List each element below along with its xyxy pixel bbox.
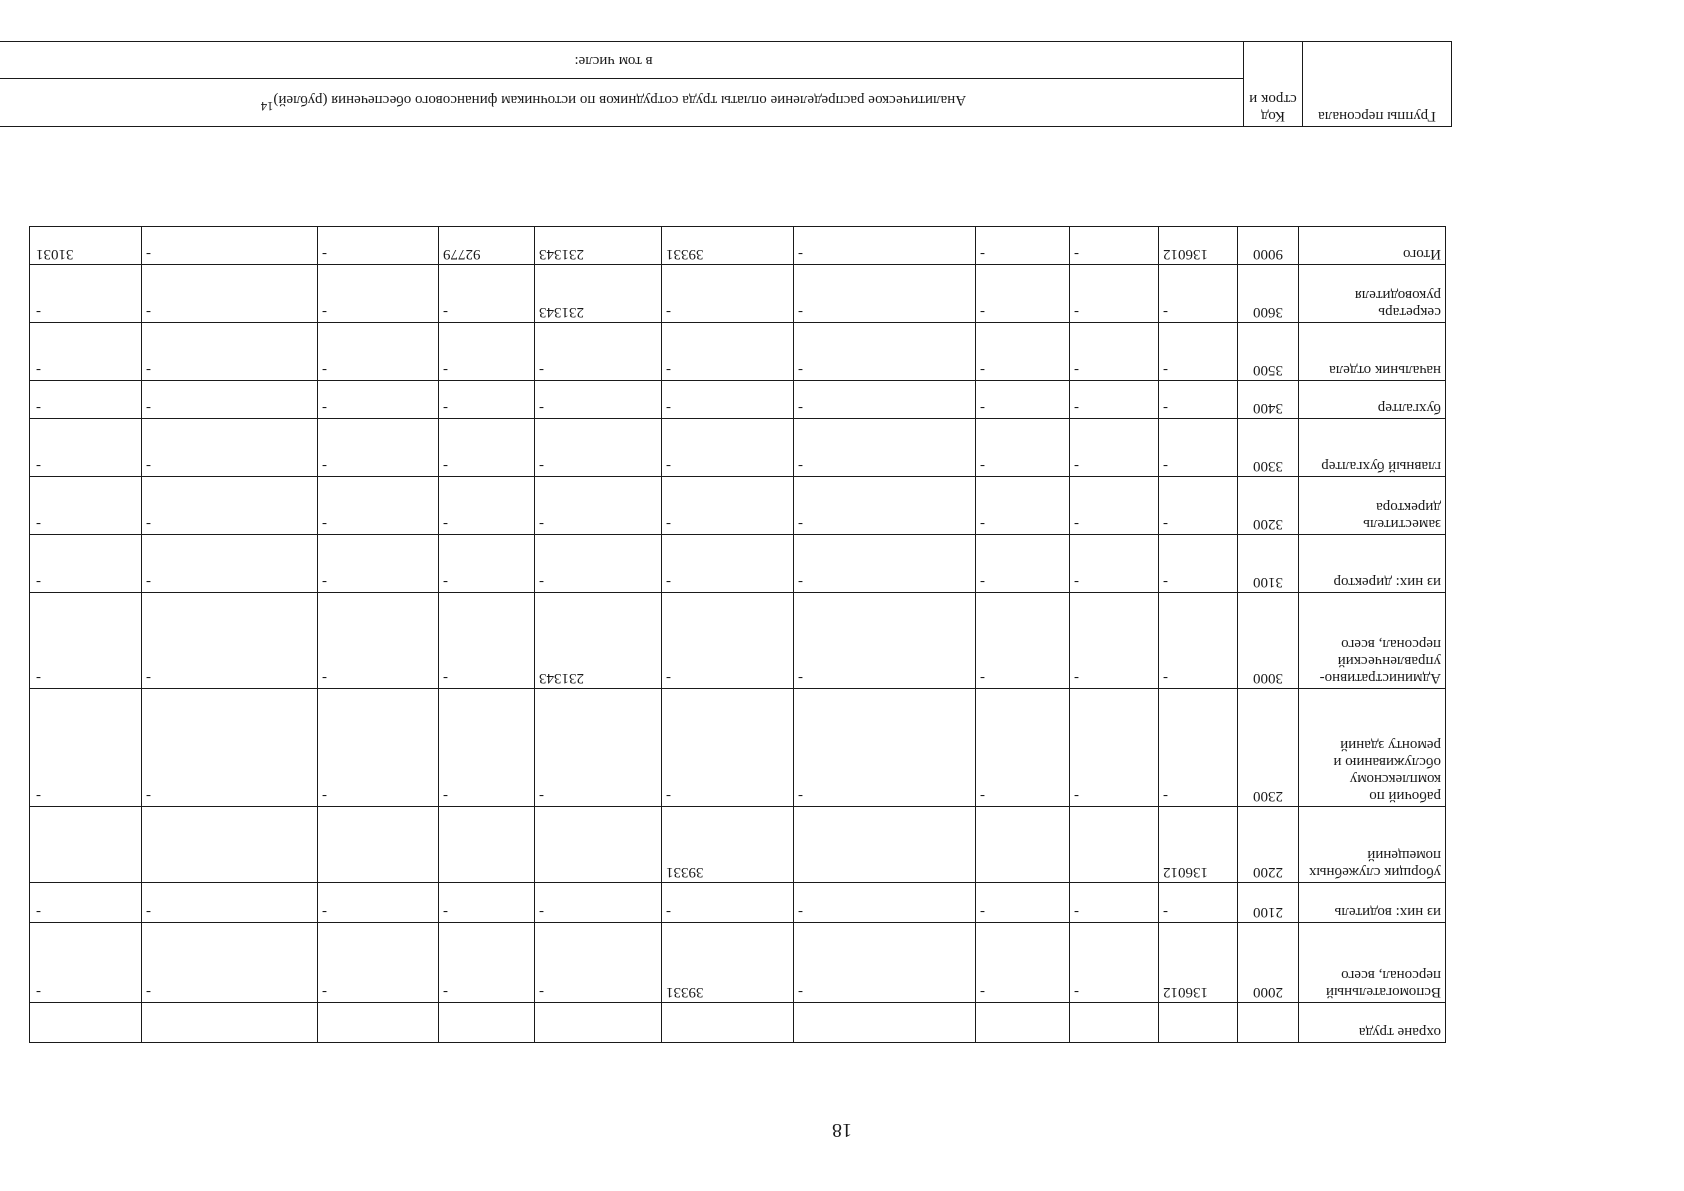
row-value-col-5: - [662, 265, 794, 323]
row-value-col-9: - [142, 265, 318, 323]
row-value-col-9: - [142, 419, 318, 477]
row-code: 2000 [1238, 923, 1299, 1003]
row-value-col-8 [318, 807, 439, 883]
row-value-col-5: - [662, 593, 794, 689]
header-code-label: Код строк и [1244, 42, 1303, 127]
row-value-col-7: - [439, 477, 535, 535]
table-header [0, 41, 1452, 127]
row-value-col-3: - [976, 923, 1070, 1003]
row-group-name: Административно-управленческий персонал, всего [1299, 593, 1446, 689]
row-value-col-6: 231343 [535, 227, 662, 265]
row-value-col-8: - [318, 593, 439, 689]
row-value-col-4: - [794, 227, 976, 265]
row-value-col-7 [439, 807, 535, 883]
row-value-col-2 [1070, 1003, 1159, 1043]
row-value-col-3 [976, 807, 1070, 883]
row-value-col-4: - [794, 883, 976, 923]
table-row [30, 689, 1446, 807]
table-row [30, 923, 1446, 1003]
row-value-col-10: - [30, 477, 142, 535]
row-value-col-10: - [30, 323, 142, 381]
row-value-col-7: - [439, 593, 535, 689]
row-value-col-8: - [318, 381, 439, 419]
row-code: 9000 [1238, 227, 1299, 265]
row-code: 3000 [1238, 593, 1299, 689]
header-title: Аналитическое распределение оплаты труда сотрудников по источникам финансового обеспечения (рублей) [273, 92, 967, 109]
row-value-col-2 [1070, 807, 1159, 883]
row-value-col-9: - [142, 689, 318, 807]
row-value-col-8: - [318, 477, 439, 535]
row-code [1238, 1003, 1299, 1043]
row-value-col-4: - [794, 923, 976, 1003]
table-row [30, 419, 1446, 477]
row-value-col-4: - [794, 535, 976, 593]
row-value-col-2: - [1070, 535, 1159, 593]
row-group-name: главный бухгалтер [1299, 419, 1446, 477]
row-value-col-2: - [1070, 323, 1159, 381]
row-value-col-6: - [535, 477, 662, 535]
row-value-col-4: - [794, 477, 976, 535]
row-value-col-9: - [142, 381, 318, 419]
row-value-col-1: 136012 [1159, 923, 1238, 1003]
row-value-col-4 [794, 1003, 976, 1043]
row-value-col-7: - [439, 419, 535, 477]
row-value-col-2: - [1070, 883, 1159, 923]
row-value-col-9: - [142, 593, 318, 689]
row-value-col-3: - [976, 883, 1070, 923]
row-value-col-1: - [1159, 381, 1238, 419]
row-group-name: секретарь руководителя [1299, 265, 1446, 323]
row-value-col-9: - [142, 883, 318, 923]
row-value-col-10: - [30, 593, 142, 689]
row-group-name: уборщик служебных помещений [1299, 807, 1446, 883]
row-value-col-8: - [318, 419, 439, 477]
row-value-col-10: 31031 [30, 227, 142, 265]
data-table [29, 226, 1446, 1043]
row-value-col-8 [318, 1003, 439, 1043]
row-value-col-8: - [318, 323, 439, 381]
table-row [30, 477, 1446, 535]
row-value-col-10: - [30, 689, 142, 807]
row-code: 3600 [1238, 265, 1299, 323]
row-code: 3200 [1238, 477, 1299, 535]
table-row [30, 883, 1446, 923]
row-value-col-7: - [439, 381, 535, 419]
page-number: 18 [832, 1119, 852, 1141]
row-value-col-5: - [662, 689, 794, 807]
row-value-col-10: - [30, 419, 142, 477]
row-code: 3100 [1238, 535, 1299, 593]
row-value-col-3 [976, 1003, 1070, 1043]
row-value-col-2: - [1070, 689, 1159, 807]
row-value-col-4: - [794, 381, 976, 419]
row-value-col-6 [535, 807, 662, 883]
row-value-col-1: 136012 [1159, 227, 1238, 265]
row-value-col-5: - [662, 323, 794, 381]
row-value-col-6: 231343 [535, 265, 662, 323]
row-value-col-10: - [30, 381, 142, 419]
row-value-col-9: - [142, 535, 318, 593]
row-value-col-5: - [662, 381, 794, 419]
row-value-col-1: - [1159, 593, 1238, 689]
row-value-col-8: - [318, 883, 439, 923]
header-subheader: в том числе: [0, 42, 1244, 79]
row-value-col-2: - [1070, 923, 1159, 1003]
row-value-col-6: - [535, 689, 662, 807]
row-value-col-5: 39331 [662, 807, 794, 883]
row-value-col-3: - [976, 477, 1070, 535]
table-row [30, 227, 1446, 265]
row-group-name: Вспомогательный персонал, всего [1299, 923, 1446, 1003]
row-code: 2200 [1238, 807, 1299, 883]
row-value-col-6: - [535, 883, 662, 923]
header-title-footnote: 14 [260, 99, 274, 114]
row-value-col-8: - [318, 265, 439, 323]
row-group-name: начальник отдела [1299, 323, 1446, 381]
row-value-col-2: - [1070, 593, 1159, 689]
row-value-col-7: - [439, 323, 535, 381]
row-value-col-1 [1159, 1003, 1238, 1043]
row-value-col-6: 231343 [535, 593, 662, 689]
row-value-col-5: - [662, 535, 794, 593]
row-value-col-6: - [535, 323, 662, 381]
row-value-col-7: - [439, 923, 535, 1003]
row-value-col-5: - [662, 883, 794, 923]
row-value-col-10: - [30, 265, 142, 323]
row-value-col-6: - [535, 535, 662, 593]
header-title-cell [0, 79, 1244, 127]
row-group-name: заместитель директора [1299, 477, 1446, 535]
row-value-col-6: - [535, 923, 662, 1003]
row-code: 3300 [1238, 419, 1299, 477]
row-value-col-7: - [439, 535, 535, 593]
row-value-col-3: - [976, 323, 1070, 381]
row-value-col-10 [30, 1003, 142, 1043]
table-row [30, 1003, 1446, 1043]
row-group-name: бухгалтер [1299, 381, 1446, 419]
row-value-col-3: - [976, 535, 1070, 593]
row-value-col-9 [142, 1003, 318, 1043]
row-value-col-4: - [794, 265, 976, 323]
row-value-col-5: - [662, 477, 794, 535]
row-value-col-1: - [1159, 419, 1238, 477]
row-group-name: рабочий по комплексному обслуживанию и ремонту зданий [1299, 689, 1446, 807]
header-groups-label: Группы персонала [1303, 42, 1452, 127]
row-value-col-1: - [1159, 535, 1238, 593]
row-value-col-4: - [794, 689, 976, 807]
table-row [30, 323, 1446, 381]
row-value-col-9: - [142, 323, 318, 381]
row-value-col-2: - [1070, 419, 1159, 477]
row-value-col-8: - [318, 689, 439, 807]
row-value-col-1: - [1159, 689, 1238, 807]
row-value-col-7: - [439, 883, 535, 923]
table-row [30, 381, 1446, 419]
table-row [30, 265, 1446, 323]
row-value-col-1: - [1159, 265, 1238, 323]
row-value-col-4: - [794, 323, 976, 381]
row-value-col-3: - [976, 227, 1070, 265]
row-value-col-3: - [976, 419, 1070, 477]
row-value-col-6: - [535, 381, 662, 419]
row-group-name: охране труда [1299, 1003, 1446, 1043]
row-code: 2300 [1238, 689, 1299, 807]
row-value-col-9: - [142, 227, 318, 265]
row-value-col-10: - [30, 883, 142, 923]
row-value-col-3: - [976, 689, 1070, 807]
data-table-body [30, 227, 1446, 1043]
row-value-col-9: - [142, 477, 318, 535]
row-value-col-8: - [318, 535, 439, 593]
row-group-name: из них: директор [1299, 535, 1446, 593]
table-row [30, 593, 1446, 689]
row-code: 2100 [1238, 883, 1299, 923]
row-value-col-5 [662, 1003, 794, 1043]
row-value-col-2: - [1070, 227, 1159, 265]
row-value-col-3: - [976, 593, 1070, 689]
row-value-col-1: 136012 [1159, 807, 1238, 883]
row-code: 3500 [1238, 323, 1299, 381]
row-group-name: из них: водитель [1299, 883, 1446, 923]
table-row [30, 535, 1446, 593]
row-value-col-9 [142, 807, 318, 883]
row-value-col-5: - [662, 419, 794, 477]
row-value-col-10 [30, 807, 142, 883]
row-value-col-7: 92779 [439, 227, 535, 265]
row-value-col-7: - [439, 689, 535, 807]
row-value-col-8: - [318, 227, 439, 265]
row-value-col-1: - [1159, 477, 1238, 535]
row-value-col-1: - [1159, 883, 1238, 923]
row-value-col-7: - [439, 265, 535, 323]
row-value-col-3: - [976, 381, 1070, 419]
row-code: 3400 [1238, 381, 1299, 419]
row-value-col-2: - [1070, 381, 1159, 419]
row-value-col-10: - [30, 923, 142, 1003]
row-value-col-9: - [142, 923, 318, 1003]
row-value-col-4: - [794, 593, 976, 689]
table-row [30, 807, 1446, 883]
row-value-col-7 [439, 1003, 535, 1043]
row-value-col-2: - [1070, 477, 1159, 535]
row-value-col-4: - [794, 419, 976, 477]
row-value-col-10: - [30, 535, 142, 593]
row-value-col-1: - [1159, 323, 1238, 381]
row-value-col-6: - [535, 419, 662, 477]
row-value-col-6 [535, 1003, 662, 1043]
row-group-name: Итого [1299, 227, 1446, 265]
row-value-col-4 [794, 807, 976, 883]
row-value-col-5: 39331 [662, 227, 794, 265]
row-value-col-5: 39331 [662, 923, 794, 1003]
row-value-col-2: - [1070, 265, 1159, 323]
row-value-col-8: - [318, 923, 439, 1003]
row-value-col-3: - [976, 265, 1070, 323]
